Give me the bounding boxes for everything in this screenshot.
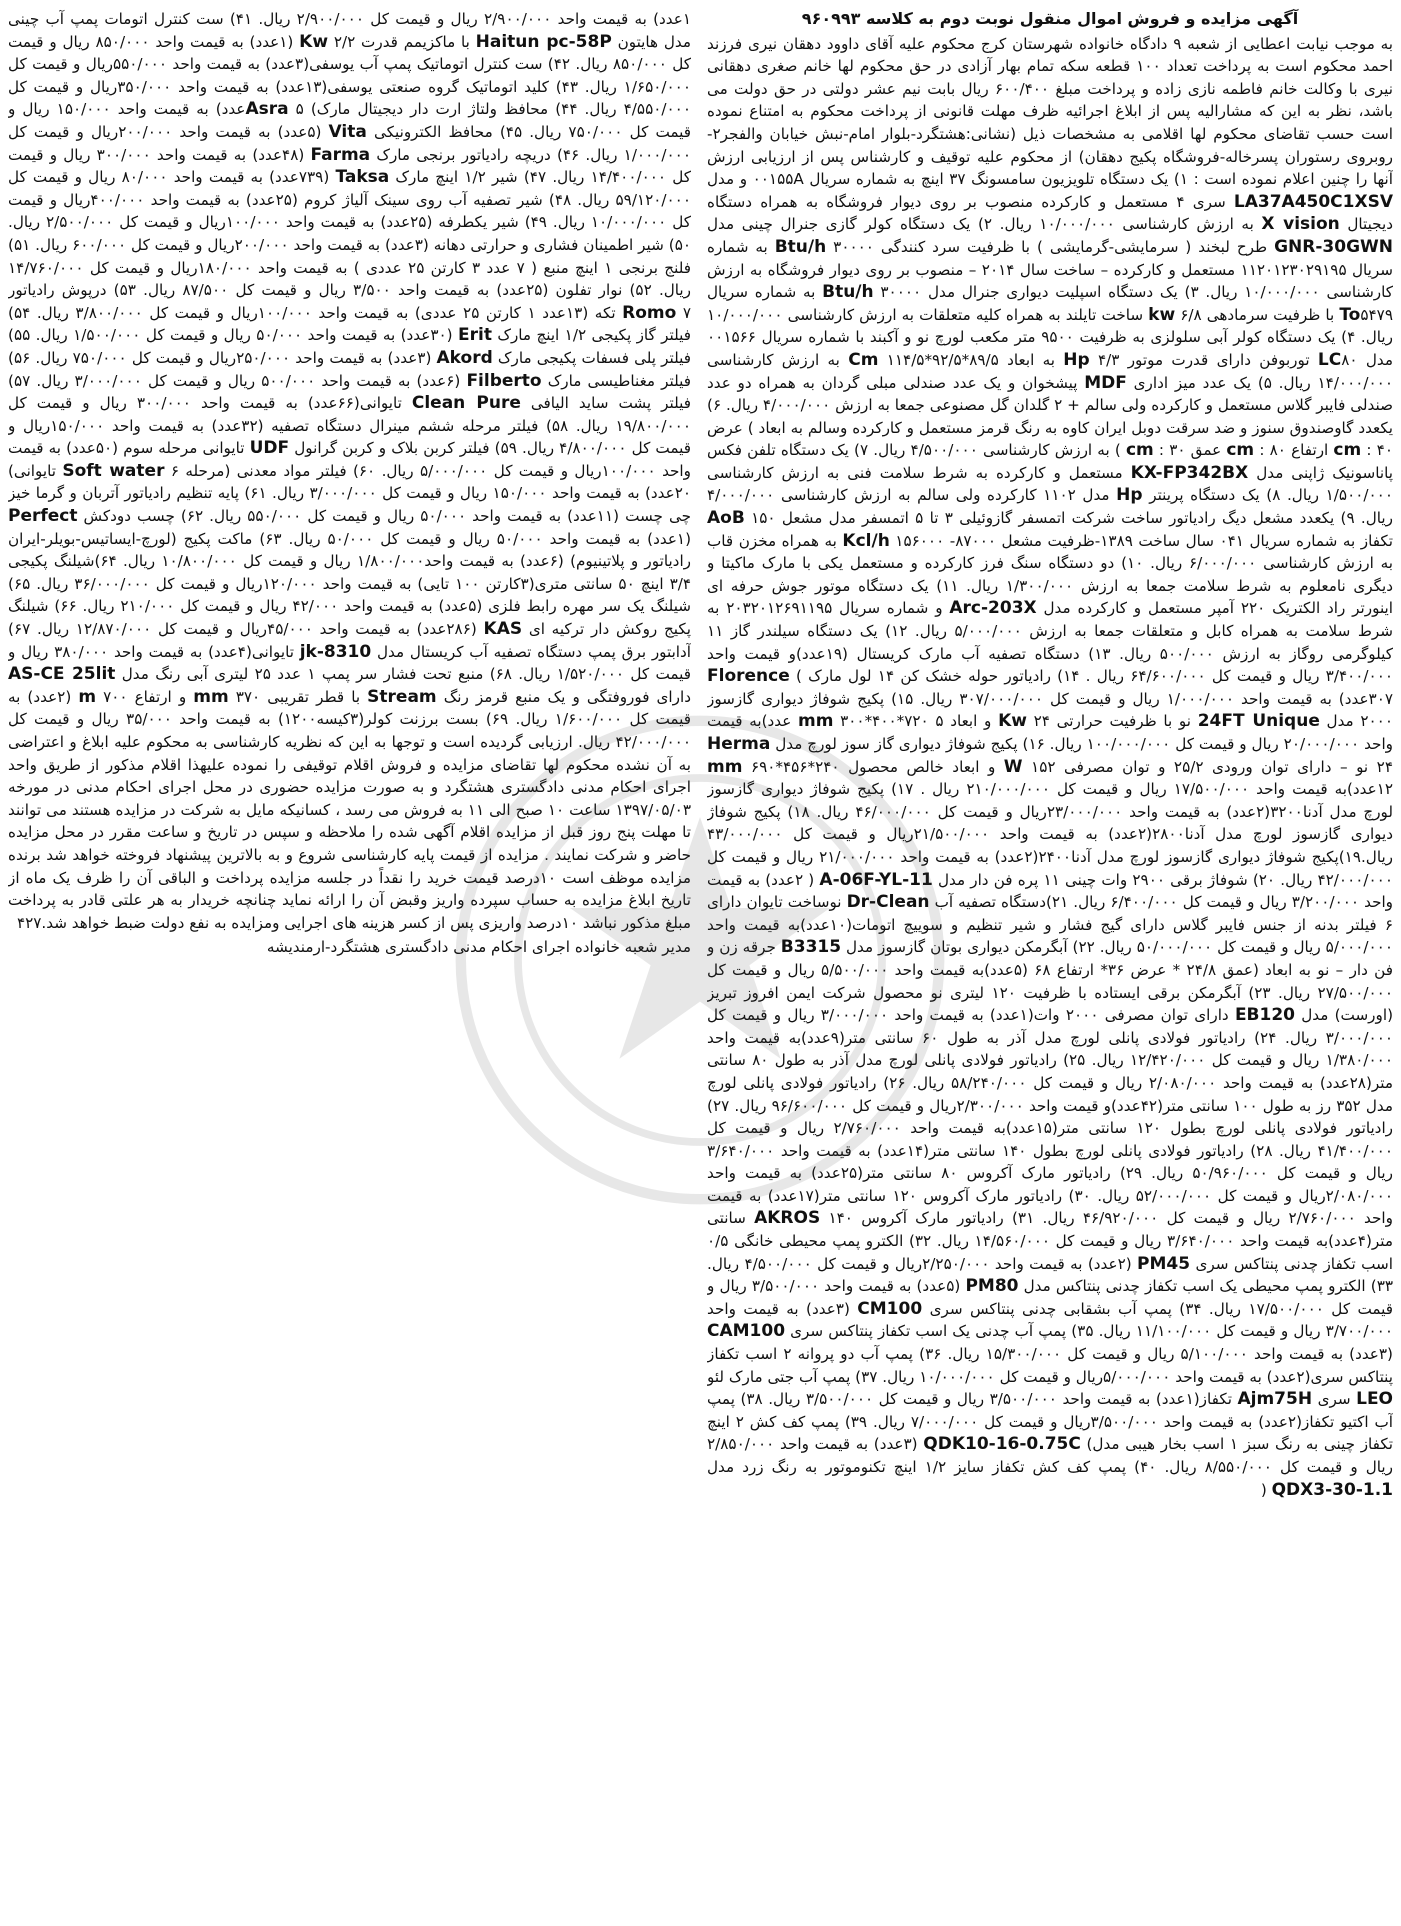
model-code-text: AoB <box>707 508 745 529</box>
right-column <box>707 8 1393 1918</box>
body-text: ۳۷۰ و ارتفاع <box>127 687 261 706</box>
model-code-text: PM80 <box>965 1276 1019 1297</box>
body-text: ۱۲عدد)به قیمت واحد ۱۷/۵۰۰/۰۰۰ ریال و قیمت کل ۲۱۰/۰۰۰/۰۰۰ ریال . ۱۷) پکیج شوفاژ دیواری گازسوز لورچ مدل آدنا۳۲۰۰(۲عدد) به قیمت واحد ۲۳/۰۰۰/۰۰۰ریال و قیمت کل ۴۶/۰۰۰/۰۰۰ ریال. ۱۸) پکیج شوفاژ دیواری گازسوز لورچ مدل آدنا۲۸۰۰(۲عدد) به قیمت واحد ۲۱/۵۰۰/۰۰۰ریال و قیمت کل ۴۳/۰۰۰/۰۰۰ ریال.۱۹)پکیج شوفاژ دیواری گازسوز لورچ مدل آدنا۲۴۰۰(۲عدد) به قیمت واحد ۲۱/۰۰۰/۰۰۰ ریال و قیمت کل ۴۲/۰۰۰/۰۰۰ ریال. ۲۰) شوفاژ برقی ۲۹۰۰ وات چینی ۱۱ پره فن دار مدل <box>707 780 1393 889</box>
body-text: ۲/۲ (۱عدد) به قیمت واحد ۸۵۰/۰۰۰ ریال و قیمت کل ۸۵۰/۰۰۰ ریال. ۴۲) ست کنترل اتوماتیک پمپ آب یوسفی(۳عدد) به قیمت واحد ۵۵۰/۰۰۰ریال و قیمت کل ۱/۶۵۰/۰۰۰ ریال. ۴۳) کلید اتوماتیک گروه صنعتی یوسفی(۱۳عدد) به قیمت واحد ۳۵۰/۰۰۰ریال و قیمت کل ۴/۵۵۰/۰۰۰ ریال. ۴۴) محافظ ولتاژ ارت دار دیجیتال مارک) <box>8 32 691 119</box>
model-code-text: Soft water <box>62 460 165 481</box>
body-text: (۳عدد) به قیمت واحد ۳/۷۰۰/۰۰۰ ریال و قیمت کل ۱۱/۱۰۰/۰۰۰ ریال. ۳۵) پمپ آب چدنی یک اسب تکفاز پنتاکس سری <box>707 1299 1393 1341</box>
body-text: پیشخوان و یک عدد صندلی مبلی گردان به همراه دو عدد صندلی فایبر گلاس مستعمل و کارکرده ولی سالم + ۲ گلدان گل مصنوعی جمعا به ارزش ۴/۰۰۰/۰۰۰ ریال. ۶) یکعدد گاوصندوق سنوز و ضد سرقت دوبل ایران کاوه به رنگ قرمز مستعمل و کارکرده وسالم به ابعاد ) عرض ۴۰ : <box>707 373 1393 460</box>
body-text: (۶عدد) به قیمت واحد ۵۰۰/۰۰۰ ریال و قیمت کل ۳/۰۰۰/۰۰۰ ریال. ۵۷) فیلتر پشت ساید الیافی <box>8 371 691 413</box>
body-text: ۳۰۰۰۰ به شماره سریال ۱۱۲۰۱۲۳۰۲۹۱۹۵ مستعمل و کارکرده – ساخت سال ۲۰۱۴ – منصوب بر روی دیوار فروشگاه به ارزش کارشناسی ۱۰/۰۰۰/۰۰۰ ریال. ۳) یک دستگاه اسپلیت دیواری جنرال مدل <box>707 237 1393 302</box>
model-code-text: Kw <box>998 711 1027 732</box>
left-column <box>8 8 691 1918</box>
body-text: ۱۱۴/۵*۹۲/۵*۸۹/۵ به ارزش کارشناسی ۱۴/۰۰۰/۰۰۰ ریال. ۵) یک عدد میز اداری <box>707 350 1393 392</box>
model-code-text: Farma <box>310 144 371 165</box>
body-text: (۱عدد) به قیمت واحد ۵۰/۰۰۰ ریال و قیمت کل ۵۰/۰۰۰ ریال. ۶۳) ماکت پکیج (لورچ-ایساتیس-بویلر-ایران رادیاتور و پلاتینیوم) (۶عدد) به قیمت واحد۱/۸۰۰/۰۰۰ ریال و قیمت کل ۱۰/۸۰۰/۰۰۰ ریال. ۶۴)شیلنگ پکیجی ۳/۴ اینچ ۵۰ سانتی متری(۳کارتن ۱۰۰ تایی) به قیمت واحد ۱۲۰/۰۰۰ریال و قیمت کل ۳۶/۰۰۰/۰۰۰ ریال. ۶۵) شیلنگ یک سر مهره رابط فلزی (۵عدد) به قیمت واحد ۴۲/۰۰۰ ریال و قیمت کل ۲۱۰/۰۰۰ ریال. ۶۶) شیلنگ پکیج روکش دار ترکیه ای <box>8 529 691 639</box>
body-text: تایوانی(۶۶عدد) به قیمت واحد ۳۰۰/۰۰۰ ریال و قیمت کل ۱۹/۸۰۰/۰۰۰ ریال. ۵۸) فیلتر مرحله ششم مینرال دستگاه تصفیه (۳۲عدد) به قیمت واحد ۱۵۰/۰۰۰ریال و قیمت کل ۴/۸۰۰/۰۰۰ ریال. ۵۹) فیلتر کربن بلاک و کربن گرانول <box>8 394 691 458</box>
body-text: ( ۲عدد) به قیمت واحد ۳/۲۰۰/۰۰۰ ریال و قیمت کل ۶/۴۰۰/۰۰۰ ریال. ۲۱)دستگاه تصفیه آب <box>707 870 1393 912</box>
body-text: ۲۴ و ابعاد <box>943 712 1050 731</box>
body-text: ۳۰۷عدد) به قیمت واحد ۱/۰۰۰/۰۰۰ ریال و قیمت کل ۳۰۷/۰۰۰/۰۰۰ ریال. ۱۵) پکیج شوفاژ دیواری گازسوز ۲۰۰۰ مدل <box>707 689 1393 731</box>
body-text: ارتفاع ۸۰ : <box>1254 441 1334 460</box>
notice-footer: مدیر شعبه خانواده اجرای احکام مدنی دادگستری هشتگرد-ارمندیشه <box>266 938 691 957</box>
body-text: دارای فوروفتگی و یک منبع قرمز رنگ <box>436 687 691 706</box>
body-text: دارای توان مصرفی ۲۰۰۰ وات(۱عدد) به قیمت واحد ۳/۰۰۰/۰۰۰ ریال و قیمت کل ۳/۰۰۰/۰۰۰ ریال. ۲۴) رادیاتور فولادی پانلی لورچ مدل آذر به طول ۶۰ سانتی متر(۹عدد)به قیمت واحد ۱/۳۸۰/۰۰۰ ریال و قیمت کل ۱۲/۴۲۰/۰۰۰ ریال. ۲۵) رادیاتور فولادی پانلی لورچ مدل آذر به طول ۸۰ سانتی متر(۲۸عدد) به قیمت واحد ۲/۰۸۰/۰۰۰ ریال و قیمت کل ۵۸/۲۴۰/۰۰۰ ریال. ۲۶) رادیاتور فولادی پانلی لورچ مدل ۳۵۲ رز به طول ۱۰۰ سانتی متر(۴۲عدد)و قیمت واحد ۲/۳۰۰/۰۰۰ریال و قیمت کل ۹۶/۶۰۰/۰۰۰ ریال. ۲۷) رادیاتور فولادی پانلی لورچ بطول ۱۲۰ سانتی متر(۱۵عدد)به قیمت واحد ۲/۷۶۰/۰۰۰ ریال و قیمت کل ۴۱/۴۰۰/۰۰۰ ریال. ۲۸) رادیاتور فولادی پانلی لورچ بطول ۱۴۰ سانتی متر(۱۴عدد) به قیمت واحد ۳/۶۴۰/۰۰۰ ریال و قیمت کل ۵۰/۹۶۰/۰۰۰ ریال. ۲۹) رادیاتور مارک آکروس ۸۰ سانتی متر(۲۵عدد) به قیمت واحد ۲/۰۸۰/۰۰۰ریال و قیمت کل ۵۲/۰۰۰/۰۰۰ ریال. ۳۰) رادیاتور مارک آکروس ۱۲۰ سانتی متر(۱۷عدد) به قیمت واحد ۲/۷۶۰/۰۰۰ ریال و قیمت کل ۴۶/۹۲۰/۰۰۰ ریال. ۳۱) رادیاتور مارک آکروس <box>707 1006 1393 1228</box>
model-code-text: X vision <box>1261 214 1340 235</box>
model-code-text: Herma <box>707 734 771 754</box>
model-code-text: 24FT Unique <box>1197 711 1320 732</box>
body-text: (۵عدد) به قیمت واحد ۳/۵۰۰/۰۰۰ ریال و قیمت کل ۱۷/۵۰۰/۰۰۰ ریال. ۳۴) پمپ آب بشقابی چدنی پنتاکس سری <box>707 1277 1393 1318</box>
body-text: تکفاز(۱عدد) به قیمت واحد ۳/۵۰۰/۰۰۰ ریال و قیمت کل ۳/۵۰۰/۰۰۰ ریال. ۳۸) پمپ آب اکتیو تکفاز(۲عدد) به قیمت واحد ۳/۵۰۰/۰۰۰ریال و قیمت کل ۷/۰۰۰/۰۰۰ ریال. ۳۹) پمپ کف کش ۲ اینچ تکفاز چینی به رنگ سبز ۱ اسب بخار هیبی مدل) <box>707 1390 1393 1454</box>
notice-title: آگهی مزایده و فروش اموال منقول نوبت دوم به کلاسه ۹۶۰۹۹۳ <box>801 9 1299 28</box>
body-text: نوساخت تایوان دارای ۶ فیلتر بدنه از جنس فایبر گلاس دارای گیج فشار و شیر تنظیم و سوییچ اتومات(۱۰عدد)به قیمت واحد ۵/۰۰۰/۰۰۰ ریال و قیمت کل ۵۰/۰۰۰/۰۰۰ ریال. ۲۲) آبگرمکن دیواری بوتان گازسوز مدل <box>707 893 1393 957</box>
body-text: ۲۴ نو – دارای توان ورودی ۲۵/۲ و توان مصرفی <box>1055 757 1393 776</box>
model-code-text: Stream <box>367 686 437 707</box>
model-code-text: CM100 <box>857 1298 923 1319</box>
body-text: به موجب نیابت اعطایی از شعبه ۹ دادگاه خانواده شهرستان کرج محکوم علیه آقای داوود دهقان نیری فرزند احمد محکوم است به پرداخت تعداد ۱۰۰ قطعه سکه تمام بهار آزادی در حق محکوم لها خانم صغری دهقانی نیری با وکالت خانم فاطمه نازی زاده و پرداخت مبلغ ۶۰۰/۴۰۰ ریال بابت نیم عشر دولتی در حق دولت می باشد، نظر به این که مشارالیه پس از ابلاغ اجرائیه ظرف مهلت قانونی از پرداخت محکوم به امتناع نموده است حسب تقاضای محکوم لها اقلامی به مشخصات ذیل (نشانی:هشتگرد-بلوار امام-نبش خیابان والفجر۲-روبروی رستوران پسرخاله-فروشگاه پکیج دهقان) از محکوم علیه توقیف و کارشناس پس از ارزیابی ارزش آنها را چنین اعلام نموده است : ۱) یک دستگاه تلویزیون سامسونگ ۳۷ اینچ به شماره سریال ۰۰۱۵۵A و مدل <box>707 34 1393 189</box>
body-text: (۳عدد) به قیمت واحد ۲۵۰/۰۰۰ریال و قیمت کل ۷۵۰/۰۰۰ ریال. ۵۶) فیلتر مغناطیسی مارک <box>8 348 691 390</box>
body-text: عمق ۳۰ : <box>1153 441 1227 460</box>
model-code-text: PM45 <box>1137 1253 1191 1274</box>
model-code-text: LA37A450C1XSV <box>1233 191 1393 212</box>
body-text: ۱۴۰ سانتی متر(۴عدد)به قیمت واحد ۳/۶۴۰/۰۰۰ ریال و قیمت کل ۱۴/۵۶۰/۰۰۰ ریال. ۳۲) الکترو پمپ محیطی خانگی ۰/۵ اسب تکفاز چدنی پنتاکس سری <box>707 1209 1393 1273</box>
model-code-text: Vita <box>328 121 367 142</box>
model-code-text: Erit <box>458 325 492 346</box>
body-text: جرقه زن و فن دار – نو به ابعاد (عمق ۲۴/۸ * عرض ۳۶* ارتفاع ۶۸ (۵عدد)به قیمت واحد ۵/۵۰۰/۰۰۰ ریال و قیمت کل ۲۷/۵۰۰/۰۰۰ ریال. ۲۳) آبگرمکن برقی ایستاده با ظرفیت ۱۲۰ لیتری نو محصول شرکت ایمن افروز تبریز (اورست) مدل <box>707 938 1393 1025</box>
body-text: ۵عدد) به قیمت واحد ۱۵۰/۰۰۰ ریال و قیمت کل ۷۵۰/۰۰۰ ریال. ۴۵) محافظ الکترونیکی <box>8 100 691 141</box>
body-text: نو با ظرفیت حرارتی <box>1049 712 1198 731</box>
notice-page <box>8 8 1393 1918</box>
right-column-body <box>707 33 1393 1502</box>
model-code-text: KX-FP342BX <box>1130 462 1249 483</box>
model-code-text: Asra <box>245 99 289 120</box>
model-code-text: jk-8310 <box>299 641 372 662</box>
body-text: ۷۰۰ (۲عدد) به قیمت کل ۱/۶۰۰/۰۰۰ ریال. ۶۹) بست برزنت کولر(۳کیسه۱۲۰۰) به قیمت واحد ۳۵/۰۰۰ ریال و قیمت کل ۴۲/۰۰۰/۰۰۰ ریال. ارزیابی گردیده است و توجها به این که نظریه کارشناسی به محکوم علیه ابلاغ و اعتراضی به آن نشده محکوم لها تقاضای مزایده و فروش اقلام توقیفی را نموده علیهذا اقلام مذکور از طریق واحد اجرای احکام مدنی دادگستری هشتگرد و به صورت مزایده حضوری در محل اجرای احکام مدنی در مورخه ۱۳۹۷/۰۵/۰۳ ساعت ۱۰ صبح الی ۱۱ به فروش می رسد ، کسانیکه مایل به شرکت در مزایده هستند می توانند تا مهلت پنج روز قبل از مزایده اقلام آگهی شده را ملاحظه و سپس در تاریخ و ساعت مقرر در محل مزایده حاضر و شرکت نمایند . مزایده از قیمت پایه کارشناسی شروع و به بالاترین پیشنهاد فروخته خواهد شد برنده مزایده موظف است ۱۰درصد قیمت خرید را نقداً در جلسه مزایده پرداخت و الباقی آن را ظرف یک ماه از تاریخ ابلاغ مزایده به حساب سپرده واریز وقبض آن را ارائه نماید چنانچه خریدار به هر علتی قادر به پرداخت مبلغ مذکور نباشد ۱۰درصد واریزی پس از کسر هزینه های اجرایی ومزایده به نفع دولت ضبط خواهد شد.۴۲۷ <box>8 687 691 932</box>
body-text: (۲عدد) به قیمت واحد ۲/۲۵۰/۰۰۰ریال و قیمت کل ۴/۵۰۰/۰۰۰ ریال. ۳۳) الکترو پمپ محیطی یک اسب تکفاز چدنی پنتاکس مدل <box>707 1254 1393 1296</box>
model-code-text: B3315 <box>780 937 842 958</box>
model-code-text: EB120 <box>1234 1005 1295 1026</box>
body-text: (۵عدد) به قیمت واحد ۲۰۰/۰۰۰ریال و قیمت کل ۱/۰۰۰/۰۰۰ ریال. ۴۶) دریچه رادیاتور برنجی مارک <box>8 122 691 164</box>
model-code-text: Clean Pure <box>411 393 521 414</box>
model-code-text: cm <box>1125 440 1154 461</box>
body-text: طرح لبخند ( سرمایشی-گرمایشی ) با ظرفیت سرد کنندگی <box>873 237 1275 256</box>
body-text: ۱۵۰ تکفاز به شماره سریال ۰۴۱ سال ساخت ۱۳۸۹-ظرفیت مشعل <box>744 509 1393 550</box>
model-code-text: AS-CE 25lit <box>8 664 116 685</box>
body-text: (۴۸عدد) به قیمت واحد ۳۰۰/۰۰۰ ریال و قیمت کل ۱۴/۴۰۰/۰۰۰ ریال. ۴۷) شیر ۱/۲ اینچ مارک <box>8 145 691 187</box>
body-text: ۳۰۰*۴۰۰*۷۲۰ ۵ عدد)به قیمت واحد ۲۰/۰۰۰/۰۰۰ ریال و قیمت کل ۱۰۰/۰۰۰/۰۰۰ ریال. ۱۶) پکیج شوفاژ دیواری گاز سوز لورچ مدل <box>707 712 1393 753</box>
body-text: ۷ تکه (۱۳عدد ۱ کارتن ۲۵ عددی) به قیمت واحد ۱۰۰/۰۰۰ریال و قیمت کل ۳/۸۰۰/۰۰۰ ریال. ۵۴) فیلتر گاز پکیجی ۱/۲ اینچ مارک <box>8 303 691 345</box>
model-code-text: A-06F-YL-11 <box>819 869 933 890</box>
model-code-text: W <box>1003 756 1023 777</box>
model-code-text: Filberto <box>466 370 542 391</box>
body-text: سری <box>1312 1390 1357 1409</box>
model-code-text: UDF <box>249 438 290 459</box>
body-text: مدل ۱۱۰۲ کارکرده ولی سالم به ارزش کارشناسی ۴/۰۰۰/۰۰۰ ریال. ۹) یکعدد مشعل دیگ رادیاتور ساخت شرکت اتمسفر گازوئیلی ۳ تا ۵ اتمسفر مدل مشعل <box>707 486 1393 528</box>
body-text: ۴/۳ به ابعاد <box>998 350 1120 369</box>
model-code-text: Romo <box>622 302 677 323</box>
body-text: و شماره سریال ۲۰۳۲۰۱۲۶۹۱۱۹۵ به شرط سلامت به همراه کابل و متعلقات جمعا به ارزش ۵/۰۰۰/۰۰۰ ریال. ۱۲) یک دستگاه سیلندر گاز ۱۱ کیلوگرمی روگاز به ارزش ۵۰۰/۰۰۰ ریال. ۱۳) دستگاه تصفیه آب مارک کریستال (۱۹عدد)و قیمت واحد ۳/۴۰۰/۰۰۰ ریال و قیمت کل ۶۴/۶۰۰/۰۰۰ ریال . ۱۴) رادیاتور حوله خشک کن ۱۴ لول مارک ) <box>707 599 1393 686</box>
model-code-text: Cm <box>848 349 879 370</box>
body-text: تایوانی(۴عدد) به قیمت واحد ۳۸۰/۰۰۰ ریال و قیمت کل ۱/۵۲۰/۰۰۰ ریال. ۶۸) منبع تحت فشار سر پمپ ۱ عدد ۲۵ لیتری آبی رنگ مدل <box>8 642 691 684</box>
model-code-text: QDK10-16-0.75C <box>923 1434 1081 1455</box>
model-code-text: Kw <box>299 31 329 52</box>
body-text: ۱۵۲ و ابعاد خالص محصول ۲۴۰*۴۵۶*۶۹۰ <box>742 757 1056 776</box>
body-text: با ماکزیمم قدرت <box>355 32 476 51</box>
body-text: (۳عدد) به قیمت واحد ۵/۱۰۰/۰۰۰ ریال و قیمت کل ۱۵/۳۰۰/۰۰۰ ریال. ۳۶) پمپ آب دو پروانه ۲ اسب تکفاز پنتاکس سری(۲عدد) به قیمت واحد ۵/۰۰۰/۰۰۰ریال و قیمت کل ۱۰/۰۰۰/۰۰۰ ریال. ۳۷) پمپ آب جتی مارک لئو <box>707 1345 1393 1386</box>
model-code-text: GNR-30GWN <box>1274 236 1393 257</box>
model-code-text: Btu/h <box>822 282 874 303</box>
body-text: (۳عدد) به قیمت واحد ۲/۸۵۰/۰۰۰ ریال و قیمت کل ۸/۵۵۰/۰۰۰ ریال. ۴۰) پمپ کف کش تکفاز سایز ۱/۲ اینچ تکنوموتور به رنگ زرد مدل <box>707 1435 1393 1476</box>
body-text: تایوانی مرحله سوم (۵۰عدد) به قیمت واحد ۱۰۰/۰۰۰ریال و قیمت کل ۵/۰۰۰/۰۰۰ ریال. ۶۰) فیلتر مواد معدنی (مرحله ۶ <box>8 439 691 480</box>
body-text: ۳۰۰۰۰ به شماره سریال <box>707 283 922 302</box>
body-text: مستعمل و کارکرده به شرط سلامت فنی به ارزش کارشناسی ۱/۵۰۰/۰۰۰ ریال. ۸) یک دستگاه پرینتر <box>707 463 1393 505</box>
body-text: ) به ارزش کارشناسی ۴/۵۰۰/۰۰۰ ریال. ۷) یک دستگاه تلفن فکس پاناسونیک ژاپنی مدل <box>707 441 1393 482</box>
model-code-text: cm <box>1226 440 1255 461</box>
model-code-text: Btu/h <box>774 236 827 257</box>
model-code-text: Kcl/h <box>842 530 890 551</box>
model-code-text: LC <box>1317 349 1342 370</box>
body-text: به ارزش کارشناسی ۱۰/۰۰۰/۰۰۰ ریال. ۲) یک دستگاه کولر گازی جنرال چینی مدل <box>707 215 1262 234</box>
model-code-text: mm <box>707 756 743 777</box>
model-code-text: Perfect <box>8 506 78 527</box>
body-text: سری ۴ مستعمل و کارکرده منصوب بر روی دیوار فروشگاه به همراه دستگاه دیجیتال <box>707 192 1393 234</box>
model-code-text: Hp <box>1116 485 1143 506</box>
body-text: (۳۰عدد) به قیمت واحد ۵۰/۰۰۰ ریال و قیمت کل ۱/۵۰۰/۰۰۰ ریال. ۵۵) فیلتر پلی فسفات پکیجی مارک <box>8 326 691 367</box>
body-text: ( <box>1260 1480 1272 1499</box>
model-code-text: KAS <box>483 619 523 640</box>
body-text: با قطر تقریبی <box>260 687 368 706</box>
model-code-text: To <box>1339 304 1361 325</box>
body-text: تایوانی) ۲۰عدد) به قیمت واحد ۱۵۰/۰۰۰ ریال و قیمت کل ۳/۰۰۰/۰۰۰ ریال. ۶۱) پایه تنظیم رادیاتور آتربان و گرما خیز چی چست (۱۱عدد) به قیمت واحد ۵۰/۰۰۰ ریال و قیمت کل ۵۵۰/۰۰۰ ریال. ۶۲) چسب دودکش <box>8 461 691 526</box>
model-code-text: kw <box>1148 304 1176 325</box>
model-code-text: Haitun pc-58P <box>475 31 612 52</box>
left-column-body <box>8 8 691 934</box>
model-code-text: AKROS <box>754 1208 821 1229</box>
model-code-text: Ajm75H <box>1237 1389 1313 1410</box>
model-code-text: Florence <box>707 666 790 687</box>
model-code-text: Taksa <box>335 167 390 188</box>
model-code-text: MDF <box>1084 372 1127 393</box>
model-code-text: Hp <box>1063 349 1090 370</box>
body-text: (۷۳۹عدد) به قیمت واحد ۸۰/۰۰۰ ریال و قیمت کل ۵۹/۱۲۰/۰۰۰ ریال. ۴۸) شیر تصفیه آب روی سینک آلیاژ کروم (۲۵عدد) به قیمت واحد ۴۰۰/۰۰۰ریال و قیمت کل ۱۰/۰۰۰/۰۰۰ ریال. ۴۹) شیر یکطرفه (۲۵عدد) به قیمت واحد ۱۰۰/۰۰۰ریال و قیمت کل ۲/۵۰۰/۰۰۰ ریال. ۵۰) شیر اطمینان فشاری و حرارتی دهانه (۳عدد) به قیمت واحد ۲۰۰/۰۰۰ریال و قیمت کل ۶۰۰/۰۰۰ ریال. ۵۱) فلنج برنجی ۱ اینچ منبع ( ۷ عدد ۳ کارتن ۲۵ عددی ) به قیمت واحد ۱۸۰/۰۰۰ریال و قیمت کل ۱۴/۷۶۰/۰۰۰ ریال. ۵۲) نوار تفلون (۲۵عدد) به قیمت واحد ۳/۵۰۰ ریال و قیمت کل ۸۷/۵۰۰ ریال. ۵۳) درپوش رادیاتور <box>8 168 691 300</box>
body-text: ۶/۸ ساخت تایلند به همراه کلیه متعلقات به ارزش کارشناسی ۱۰/۰۰۰/۰۰۰ ریال. ۴) یک دستگاه کولر آبی سلولزی به ظرفیت ۹۵۰۰ متر مکعب لورچ نو و آکبند با شماره سریال ۰۰۱۵۶۶ مدل <box>707 305 1393 369</box>
model-code-text: Arc-203X <box>949 598 1037 619</box>
model-code-text: mm <box>193 686 229 707</box>
model-code-text: cm <box>1333 440 1362 461</box>
body-text: ۱۵۶۰۰۰ -۸۷۰۰۰ به همراه مخزن قاب به ارزش کارشناسی ۶/۰۰۰/۰۰۰ ریال. ۱۰) دو دستگاه سنگ فرز کارکرده و مستعمل یکی با مارک ماکیتا و دیگری نامعلوم به شرط سلامت جمعا به ارزش ۱/۳۰۰/۰۰۰ ریال. ۱۱) یک دستگاه موتور جوش حرفه ای اینورتر راد الکتریک ۲۲۰ آمپر مستعمل و کارکرده مدل <box>707 531 1393 618</box>
model-code-text: LEO <box>1356 1389 1393 1410</box>
model-code-text: QDX3-30-1.1 <box>1271 1479 1393 1500</box>
model-code-text: CAM100 <box>707 1321 786 1342</box>
model-code-text: m <box>78 686 97 707</box>
body-text: (۲۸۶عدد) به قیمت واحد ۴۵/۰۰۰ریال و قیمت کل ۱۲/۸۷۰/۰۰۰ ریال. ۶۷) آدابتور برق پمپ دستگاه تصفیه آب کریستال مدل <box>8 620 691 661</box>
model-code-text: mm <box>797 711 834 732</box>
model-code-text: Akord <box>436 347 493 368</box>
body-text: ۵۴۷۹ با ظرفیت سرمادهی <box>1201 305 1393 324</box>
body-text: ۸۰ توربوفن دارای قدرت موتور <box>1119 350 1358 369</box>
body-text: ۱عدد) به قیمت واحد ۲/۹۰۰/۰۰۰ ریال و قیمت کل ۲/۹۰۰/۰۰۰ ریال. ۴۱) ست کنترل اتومات پمپ آب چینی مدل هایتون <box>8 10 691 51</box>
model-code-text: Dr-Clean <box>846 892 930 913</box>
